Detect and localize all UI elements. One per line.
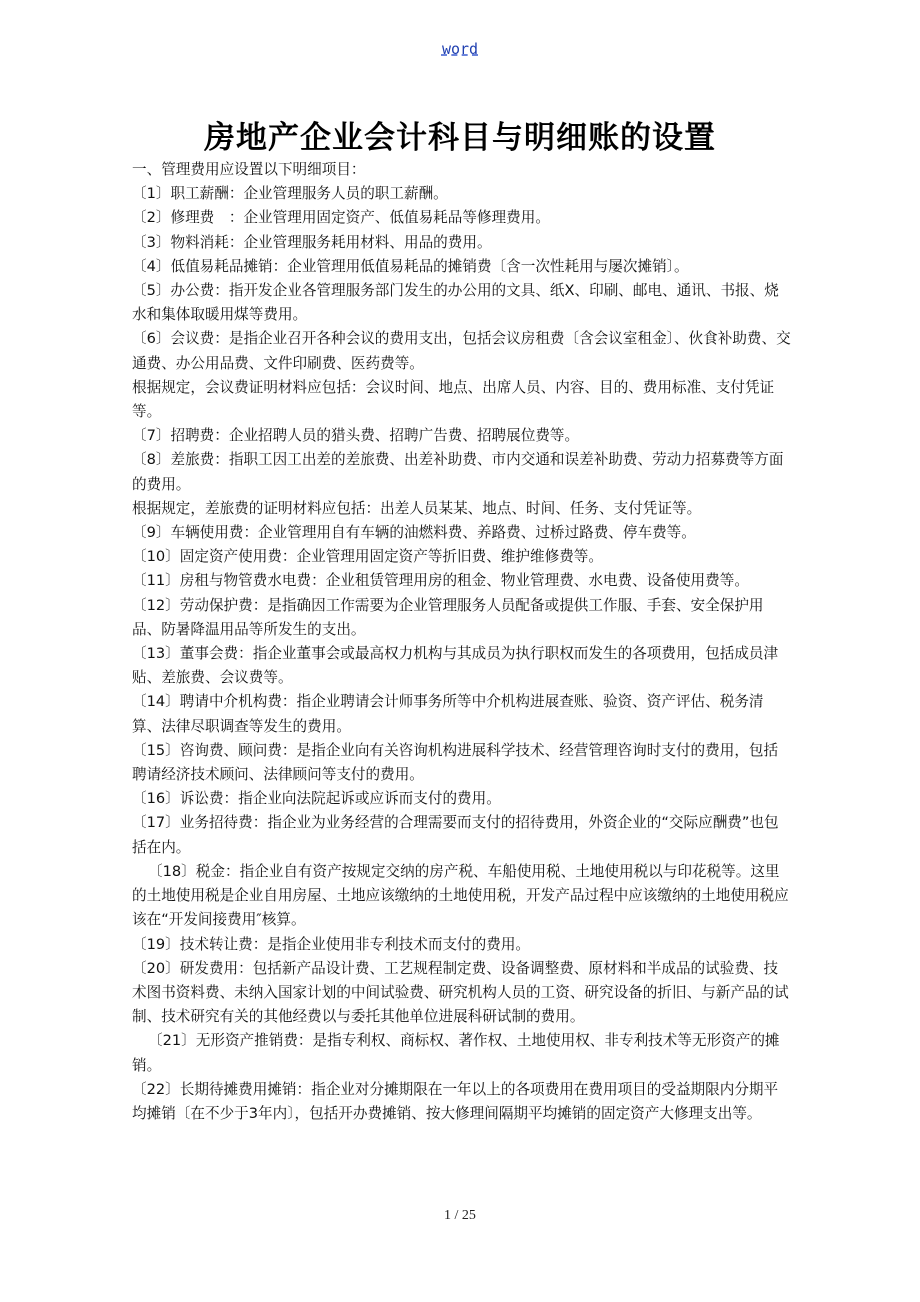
item-18-paragraph: 〔18〕税金：指企业自有资产按规定交纳的房产税、车船使用税、土地使用税以与印花税等。这里的土地使用税是企业自用房屋、土地应该缴纳的土地使用税，开发产品过程中应该缴纳的土地使用税应该在“开发间接费用″核算。 bbox=[132, 862, 789, 929]
item-2-paragraph: 〔2〕修理费 ：企业管理用固定资产、低值易耗品等修理费用。 bbox=[132, 209, 550, 227]
item-9-paragraph: 〔9〕车辆使用费：企业管理用自有车辆的油燃料费、养路费、过桥过路费、停车费等。 bbox=[132, 524, 696, 542]
item-19-paragraph: 〔19〕技术转让费：是指企业使用非专利技术而支付的费用。 bbox=[132, 935, 531, 953]
item-13-paragraph: 〔13〕董事会费：指企业董事会或最高权力机构与其成员为执行职权而发生的各项费用，包括成员津贴、差旅费、会议费等。 bbox=[132, 645, 779, 687]
item-17-paragraph: 〔17〕业务招待费：指企业为业务经营的合理需要而支付的招待费用，外资企业的“交际应酬费”也包括在内。 bbox=[132, 814, 779, 856]
document-title: 房地产企业会计科目与明细账的设置 bbox=[204, 120, 716, 156]
item-1-paragraph: 〔1〕职工薪酬：企业管理服务人员的职工薪酬。 bbox=[132, 185, 448, 203]
item-11-paragraph: 〔11〕房租与物管费水电费：企业租赁管理用房的租金、物业管理费、水电费、设备使用费等。 bbox=[132, 572, 749, 590]
item-7-paragraph: 〔7〕招聘费：企业招聘人员的猎头费、招聘广告费、招聘展位费等。 bbox=[132, 427, 580, 445]
meeting-fee-note: 根据规定，会议费证明材料应包括：会议时间、地点、出席人员、内容、目的、费用标准、支付凭证等。 bbox=[132, 378, 775, 421]
header-word-link[interactable]: word bbox=[441, 40, 479, 58]
section-heading: 一、管理费用应设置以下明细项目： bbox=[132, 161, 366, 178]
item-22-paragraph: 〔22〕长期待摊费用摊销：指企业对分摊期限在一年以上的各项费用在费用项目的受益期限内分期平均摊销〔在不少于3年内〕，包括开办费摊销、按大修理间隔期平均摊销的固定资产大修理支出等。 bbox=[132, 1080, 779, 1122]
item-6-paragraph: 〔6〕会议费：是指企业召开各种会议的费用支出，包括会议房租费〔含会议室租金〕、伙食补助费、交通费、办公用品费、文件印刷费、医药费等。 bbox=[132, 330, 791, 372]
item-21-paragraph: 〔21〕无形资产推销费：是指专利权、商标权、著作权、土地使用权、非专利技术等无形资产的摊销。 bbox=[132, 1032, 780, 1074]
item-10-paragraph: 〔10〕固定资产使用费：企业管理用固定资产等折旧费、维护维修费等。 bbox=[132, 548, 603, 566]
item-8-paragraph: 〔8〕差旅费：指职工因工出差的差旅费、出差补助费、市内交通和误差补助费、劳动力招募费等方面的费用。 bbox=[132, 451, 784, 493]
item-4-paragraph: 〔4〕低值易耗品摊销：企业管理用低值易耗品的摊销费〔含一次性耗用与屡次摊销〕。 bbox=[132, 257, 689, 275]
item-20-paragraph: 〔20〕研发费用：包括新产品设计费、工艺规程制定费、设备调整费、原材料和半成品的试验费、技术图书资料费、未纳入国家计划的中间试验费、研究机构人员的工资、研究设备的折旧、与新产品的试制、技术研究有关的其他经费以与委托其他单位进展科研试制的费用。 bbox=[132, 959, 789, 1026]
item-12-paragraph: 〔12〕劳动保护费：是指确因工作需要为企业管理服务人员配备或提供工作服、手套、安全保护用品、防暑降温用品等所发生的支出。 bbox=[132, 596, 764, 638]
item-14-paragraph: 〔14〕聘请中介机构费：指企业聘请会计师事务所等中介机构进展查账、验资、资产评估、税务清算、法律尽职调查等发生的费用。 bbox=[132, 693, 764, 735]
page-number: 1 / 25 bbox=[444, 1208, 476, 1223]
travel-fee-note: 根据规定，差旅费的证明材料应包括：出差人员某某、地点、时间、任务、支付凭证等。 bbox=[132, 499, 702, 517]
document-body bbox=[132, 158, 792, 1126]
item-16-paragraph: 〔16〕诉讼费：指企业向法院起诉或应诉而支付的费用。 bbox=[132, 790, 501, 808]
item-15-paragraph: 〔15〕咨询费、顾问费：是指企业向有关咨询机构进展科学技术、经营管理咨询时支付的费用，包括聘请经济技术顾问、法律顾问等支付的费用。 bbox=[132, 741, 779, 784]
item-3-paragraph: 〔3〕物料消耗：企业管理服务耗用材料、用品的费用。 bbox=[132, 233, 492, 251]
item-5-paragraph: 〔5〕办公费：指开发企业各管理服务部门发生的办公用的文具、纸X、印刷、邮电、通讯、书报、烧水和集体取暖用煤等费用。 bbox=[132, 282, 779, 324]
